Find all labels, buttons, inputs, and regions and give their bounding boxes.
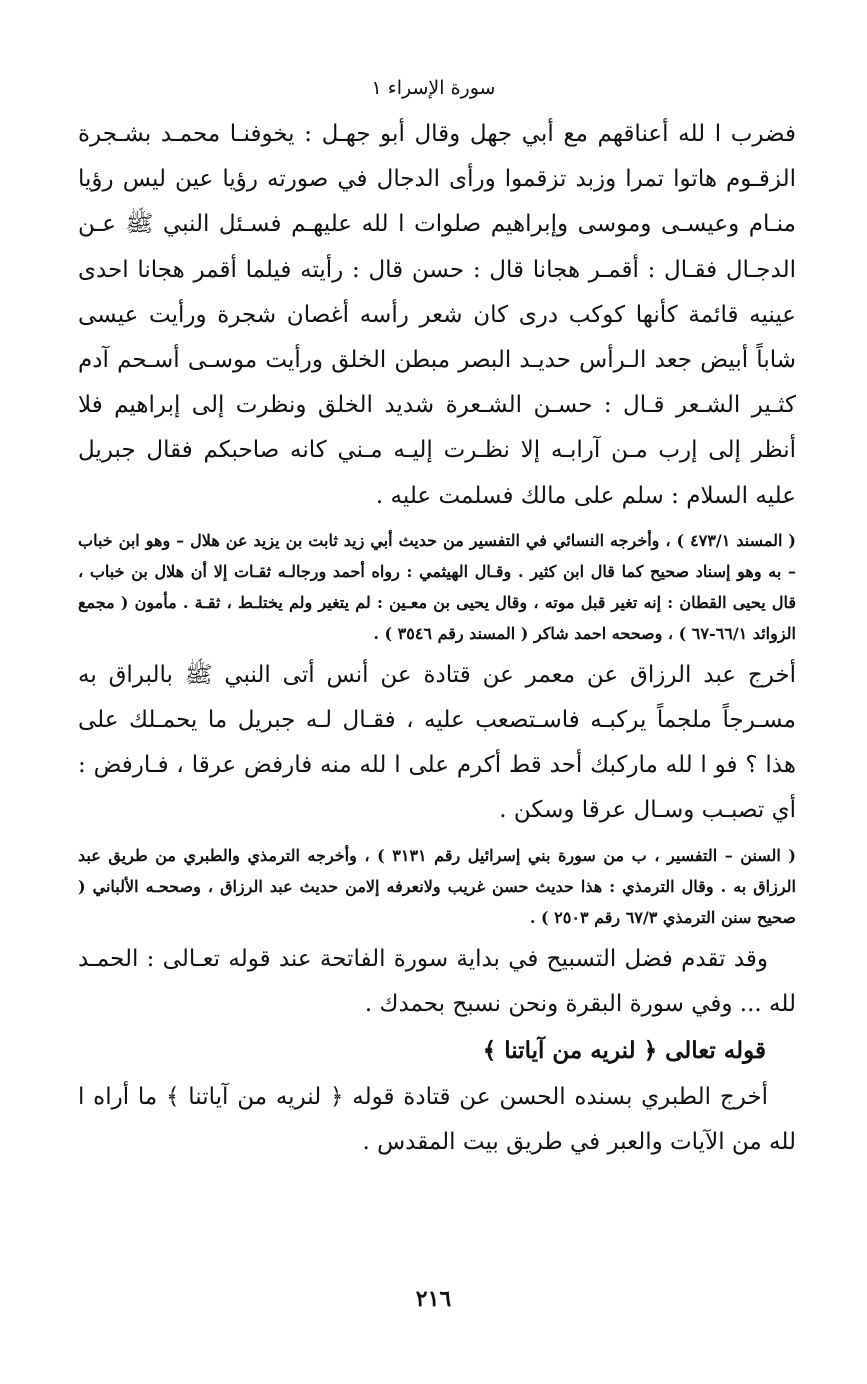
page-body	[78, 112, 796, 1165]
paragraph-tasbih: وقد تقدم فضل التسبيح في بداية سورة الفاتحة عند قوله تعـالى : الحمـد لله ... وفي سورة البقرة ونحن نسبح بحمدك .	[78, 945, 796, 1017]
footnote-sunan-reference: ( السنن – التفسير ، ب من سورة بني إسرائيل رقم ٣١٣١ ) ، وأخرجه الترمذي والطبري من طريق عبد الرزاق به . وقال الترمذي : هذا حديث حسن غريب ولانعرفه إلامن حديث عبد الرزاق ، وصححـه الألباني ( صحيح سنن الترمذي ٦٧/٣ رقم ٢٥٠٣ ) .	[78, 845, 797, 927]
paragraph-hadith-narration: فضرب ا لله أعناقهم مع أبي جهل وقال أبو جهـل : يخوفنـا محمـد بشـجرة الزقـوم هاتوا تمرا وزبد تزقموا ورأى الدجال في صورته رؤيا عين ليس رؤيا منـام وعيسـى وموسى وإبراهيم صلوات ا لله عليهـم فسـئل النبي ﷺ عـن الدجـال فقـال : أقمـر هجانا قال : حسن قال : رأيته فيلما أقمر هجانا احدى عينيه قائمة كأنها كوكب درى كان شعر رأسه أغصان شجرة ورأيت عيسى شاباً أبيض جعد الـرأس حديـد البصر مبطن الخلق ورأيت موسـى أسـحم آدم كثـير الشـعر قـال : حسـن الشـعرة شديد الخلق ونظرت إلى إبراهيم فلا أنظر إلى إرب مـن آرابـه إلا نظـرت إليـه مـني كانه صاحبكم فقال جبريل عليه السلام : سلم على مالك فسلمت عليه .	[78, 121, 796, 509]
running-header: سورة الإسراء ١	[371, 77, 496, 99]
footnote-musnad-reference: ( المسند ٤٧٣/١ ) ، وأخرجه النسائي في التفسير من حديث أبي زيد ثابت بن يزيد عن هلال – وهو ابن خباب – به وهو إسناد صحيح كما قال ابن كثير . وقـال الهيثمي : رواه أحمد ورجالـه ثقـات إلا أن هلال بن خباب ، قال يحيى القطان : إنه تغير قبل موته ، وقال يحيى بن معـين : لم يتغير ولم يختلـط ، ثقـة . مأمون ( مجمع الزوائد ٦٦/١-٦٧ ) ، وصححه احمد شاكر ( المسند رقم ٣٥٤٦ ) .	[78, 530, 797, 643]
paragraph-buraq-narration: أخرج عبد الرزاق عن معمر عن قتادة عن أنس أتى النبي ﷺ بالبراق به مسـرجاً ملجماً يركبـه فاسـتصعب عليه ، فقـال لـه جبريل ما يحمـلك على هذا ؟ فو ا لله ماركبك أحد قط أكرم على ا لله منه فارفض عرقا ، فـارفض : أي تصبـب وسـال عرقا وسكن .	[78, 661, 796, 824]
paragraph-tabari-narration: أخرج الطبري بسنده الحسن عن قتادة قوله ﴿ لنريه من آياتنا ﴾ ما أراه ا لله من الآيات والعبر في طريق بيت المقدس .	[78, 1084, 796, 1156]
page-number: ٢١٦	[415, 1286, 452, 1312]
section-heading-verse: قوله تعالى ﴿ لنريه من آياتنا ﴾	[482, 1037, 766, 1065]
